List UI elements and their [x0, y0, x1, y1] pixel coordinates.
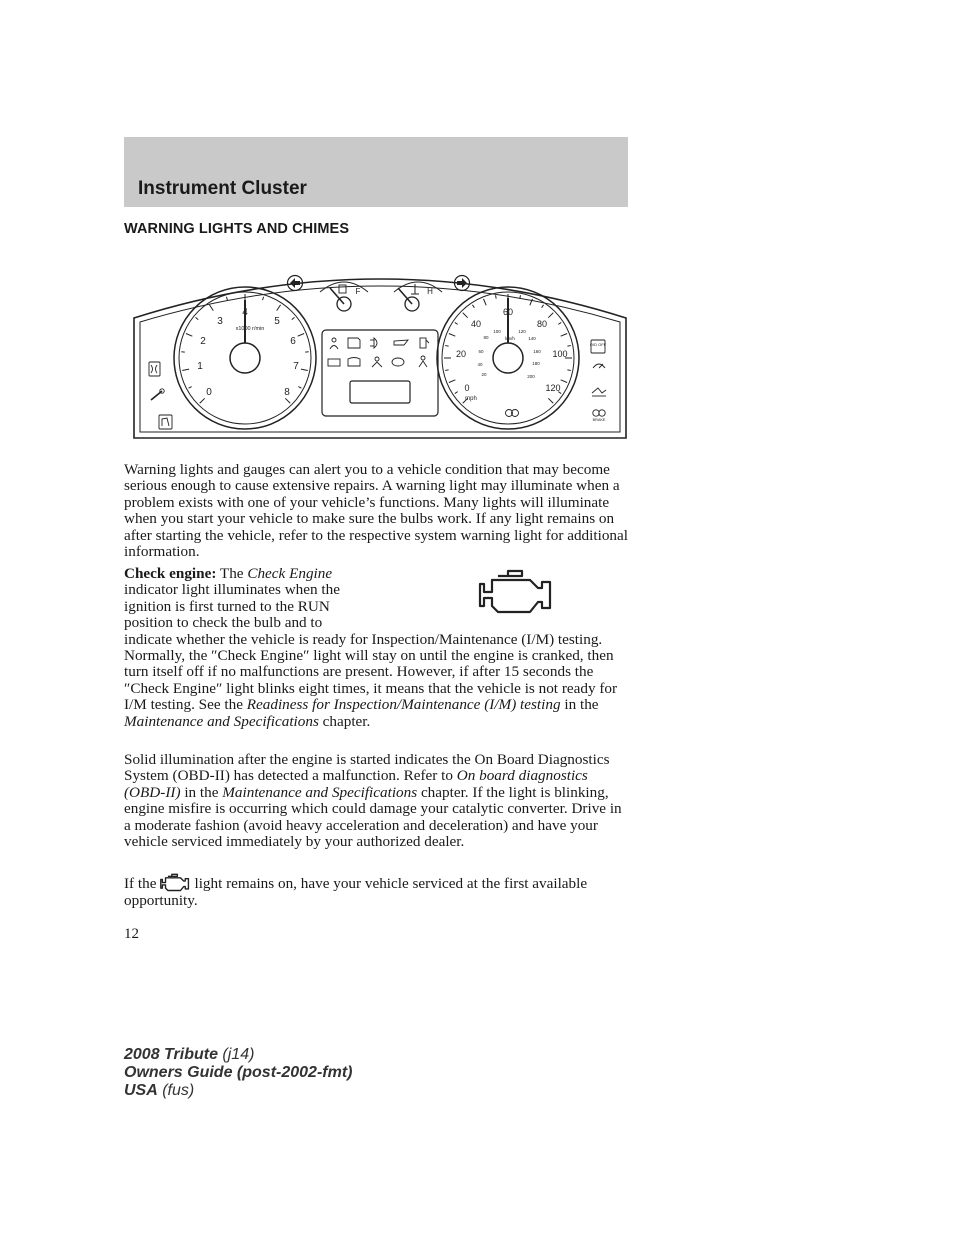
- gauge-tick: [561, 334, 567, 337]
- check-engine-label: Check engine:: [124, 565, 217, 582]
- tach-numbers: [197, 307, 299, 398]
- speed-number-kmh: 20: [481, 372, 487, 377]
- footer-region-code: (fus): [157, 1082, 195, 1099]
- text-run: in the: [180, 783, 223, 801]
- speed-number-kmh: 120: [518, 329, 526, 334]
- oil-icon: [394, 340, 408, 345]
- tach-number: 8: [284, 387, 290, 398]
- speed-number-mph: 40: [470, 319, 482, 329]
- footer-line: [124, 1064, 352, 1082]
- warning-light-panel: [322, 330, 438, 416]
- gauge-tick: [209, 305, 213, 311]
- headlamp-icon: [370, 338, 377, 348]
- passenger-airbag-icon: [419, 356, 427, 367]
- battery-icon: [328, 359, 340, 366]
- tach-number: 4: [242, 307, 248, 318]
- section-header-bar: [124, 137, 628, 207]
- gauge-tick: [496, 295, 497, 298]
- gauge-tick: [301, 369, 308, 370]
- gauge-tick: [567, 346, 570, 347]
- gauge-tick: [472, 305, 474, 308]
- gauge-tick: [548, 398, 553, 403]
- wrench-icon: [151, 389, 164, 400]
- text-run: chapter. If the light is blinking, engine misfire is occurring which could damage your catalytic converter. Drive in a moderate fashion (avoid heavy acceleration and deceleration) and have your vehicle serviced immediately by your authorized dealer.: [124, 783, 622, 851]
- tpms-icon: [348, 358, 360, 367]
- gauge-tick: [455, 322, 458, 324]
- speed-unit-mph: mph: [465, 396, 477, 402]
- gauge-tick: [455, 392, 458, 394]
- speed-number-mph: 80: [536, 319, 548, 329]
- check-engine-icon: [348, 338, 360, 348]
- check-engine-paragraph: [124, 566, 630, 730]
- abs-icon: [392, 358, 404, 366]
- page-title: Instrument Cluster: [138, 178, 307, 199]
- gauge-tick: [298, 334, 304, 337]
- footer-guide: Owners Guide (post-2002-fmt): [124, 1064, 353, 1081]
- tach-number: 0: [206, 387, 212, 398]
- gauge-tick: [567, 370, 570, 371]
- service-text: [124, 873, 630, 909]
- gauge-tick: [484, 299, 487, 305]
- text-run: If the: [124, 875, 157, 892]
- gauge-tick: [463, 313, 468, 318]
- speed-number-kmh: 40: [477, 362, 483, 367]
- seatbelt-icon: [330, 338, 338, 349]
- footer-line: [124, 1082, 352, 1100]
- door-ajar-icon: [159, 415, 172, 429]
- footer-model: 2008 Tribute: [124, 1046, 218, 1063]
- od-off-label: O/D OFF: [589, 342, 607, 347]
- brake-label: BRAKE: [592, 418, 606, 422]
- gauge-tick: [445, 370, 448, 371]
- tach-number: 7: [293, 361, 299, 372]
- speed-number-kmh: 200: [527, 374, 535, 379]
- temp-gauge: [394, 282, 442, 311]
- intro-paragraph: [124, 462, 630, 560]
- footer-code: (j14): [217, 1046, 255, 1063]
- footer-region: USA: [124, 1082, 158, 1099]
- emphasis-run: Readiness for Inspection/Maintenance (I/M) testing: [246, 696, 561, 714]
- 4x4-icon: [506, 410, 519, 417]
- speed-number-kmh: 140: [528, 336, 536, 341]
- gauge-tick: [561, 380, 567, 383]
- speedometer: [437, 287, 579, 429]
- gauge-tick: [445, 346, 448, 347]
- icon-spacer: [372, 566, 630, 630]
- tach-number: 2: [200, 336, 206, 347]
- emphasis-run: Check Engine: [247, 565, 333, 582]
- section-heading: WARNING LIGHTS AND CHIMES: [124, 221, 350, 237]
- gauge-tick: [520, 295, 521, 298]
- gauge-tick: [558, 322, 561, 324]
- speed-number-mph: 120: [545, 383, 561, 393]
- gauge-tick: [449, 334, 455, 337]
- cruise-icon: [593, 364, 605, 368]
- gauge-tick: [449, 380, 455, 383]
- text-run: light remains on, have your vehicle serviced at the first available opportunity.: [124, 875, 588, 909]
- page-number: 12: [124, 926, 139, 942]
- od-off-icon: [590, 340, 607, 353]
- text-run: chapter.: [318, 712, 371, 730]
- instrument-cluster-illustration: [132, 248, 628, 442]
- traction-icon: [592, 388, 606, 396]
- brake-icon: [593, 410, 606, 422]
- gauge-tick: [285, 398, 290, 403]
- fuel-low-icon: [420, 338, 429, 348]
- speed-number-kmh: 80: [483, 335, 489, 340]
- text-run: in the: [560, 696, 599, 714]
- tach-unit-label: x1000 r/min: [235, 326, 265, 332]
- service-paragraph: [124, 873, 630, 909]
- intro-text: Warning lights and gauges can alert you to a vehicle condition that may become serious enough to cause extensive repairs. A warning light may illuminate when a problem exists with one of your vehicle’s functions. Many lights will illuminate when you start your vehicle to make sure the bulbs work. If any light remains on after starting the vehicle, refer to the respective system warning light for additional information.: [124, 461, 628, 561]
- text-run: Solid illumination after the engine is started indicates the On Board Diagnostics System (OBD-II) has detected a malfunction. Refer to: [124, 751, 610, 785]
- document-footer: [124, 1046, 352, 1100]
- gauge-tick: [196, 317, 199, 319]
- speed-number-mph: 20: [455, 349, 467, 359]
- speed-unit-kmh: km/h: [505, 336, 515, 341]
- obd-text: [124, 752, 630, 850]
- tachometer: [174, 287, 316, 429]
- tach-number: 6: [290, 336, 296, 347]
- gauge-tick: [292, 317, 295, 319]
- tach-number: 1: [197, 361, 203, 372]
- speed-number-mph: 60: [502, 307, 514, 317]
- speed-number-kmh: 160: [533, 349, 541, 354]
- gauge-tick: [277, 305, 281, 311]
- gauge-tick: [542, 305, 544, 308]
- gauge-tick: [263, 297, 264, 300]
- gauge-tick: [226, 297, 227, 300]
- gauge-tick: [186, 334, 192, 337]
- speed-number-mph: 0: [464, 383, 470, 393]
- obd-paragraph: [124, 752, 630, 850]
- fuel-full-label: F: [355, 287, 361, 296]
- text-run: The: [216, 565, 248, 582]
- temp-hot-label: H: [427, 287, 433, 296]
- emphasis-run: Maintenance and Specifications: [124, 712, 319, 730]
- check-engine-icon: [160, 873, 190, 893]
- speed-number-kmh: 100: [493, 329, 501, 334]
- airbag-icon: [372, 357, 382, 367]
- gauge-tick: [189, 387, 192, 389]
- gauge-tick: [548, 313, 553, 318]
- gauge-tick: [298, 387, 301, 389]
- tach-number: 5: [274, 316, 280, 327]
- high-beam-icon: [149, 362, 160, 376]
- speed-number-mph: 100: [552, 349, 568, 359]
- gauge-tick: [182, 369, 189, 370]
- tach-number: 3: [217, 316, 223, 327]
- gauge-tick: [200, 398, 205, 403]
- emphasis-run: On board diagnostics (OBD-II): [124, 767, 588, 801]
- footer-line: [124, 1046, 352, 1064]
- emphasis-run: Maintenance and Specifications: [222, 783, 418, 801]
- speed-number-kmh: 60: [478, 349, 484, 354]
- text-run: indicator light illuminates when the ignition is first turned to the RUN position to check the bulb and to indicate whether the vehicle is ready for Inspection/Maintenance (I/M) testing. Normally, the ″Check Engine″ light will stay on until the engine is cranked, then turn itself off if no malfunctions are present. However, if after 15 seconds the ″Check Engine″ light blinks eight times, it means that the vehicle is not ready for I/M testing. See the: [124, 581, 618, 714]
- speed-number-kmh: 180: [532, 361, 540, 366]
